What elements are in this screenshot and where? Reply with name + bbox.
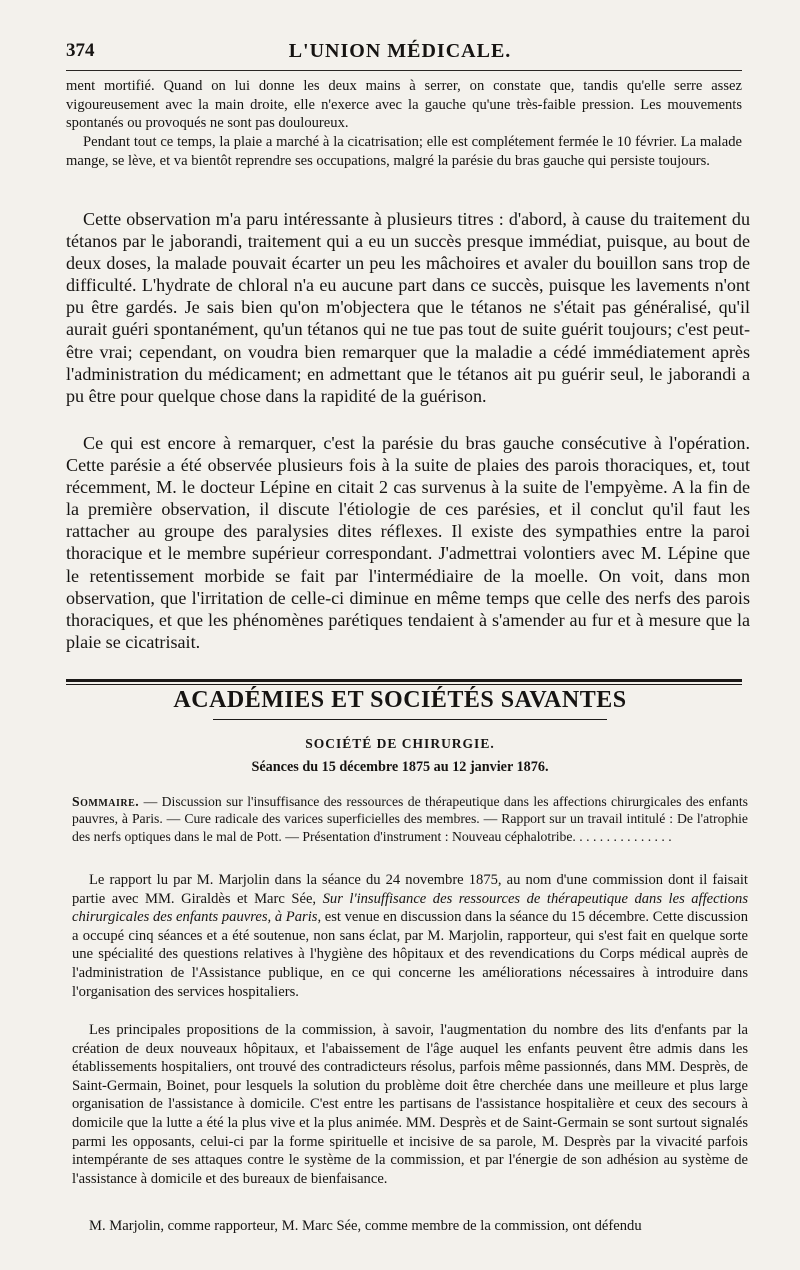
case-paragraph-1: ment mortifié. Quand on lui donne les deux mains à serrer, on constate que, tandis qu'elle serre assez vigoureusement avec la main droite, elle n'exerce avec la gauche qu'une très-faible pression. Les mouvements spontanés ou provoqués ne sont pas douloureux.: [66, 78, 742, 132]
header-rule: [66, 70, 742, 71]
journal-title: L'UNION MÉDICALE.: [288, 40, 512, 62]
body-paragraph-1-end: , est venue en discussion dans la séance du 15 décembre. Cette discussion a occupé cinq séances et a été soutenue, non sans éclat, par M. Marjolin, rapporteur, qui s'est fait en quelque sorte une spécialité des questions relatives à l'hygiène des hôpitaux et des revendications du Corps médical auprès de l'administration de l'Assistance publique, en ce qui concerne les améliorations nécessaires à introduire dans l'organisation des services hospitaliers.: [72, 909, 748, 1000]
section-double-rule-bottom: [66, 684, 742, 685]
report-title: Sur l'insuffisance des ressources de thérapeutique dans les affections chirurgicales des enfants pauvres, à Paris: [72, 890, 748, 926]
summary-block: [72, 793, 748, 845]
section-title-rule: [213, 719, 607, 720]
body-paragraph-2: Les principales propositions de la commission, à savoir, l'augmentation du nombre des lits d'enfants par la création de deux nouveaux hôpitaux, et l'abaissement de l'âge auquel les enfants peuvent être admis dans les établissements hospitaliers, ont trouvé des contradicteurs résolus, parfois même passionnés, dans MM. Desprès, de Saint-Germain, Boinet, pour lesquels la solution du problème doit être cherchée dans une meilleure et plus large organisation de l'assistance à domicile. C'est entre les partisans de l'assistance hospitalière et ceux des secours à domicile que la lutte a été la plus vive et la plus animée. MM. Desprès et de Saint-Germain se sont surtout signalés parmi les opposants, celui-ci par la forme spirituelle et incisive de sa parole, M. Desprès par la vivacité parfois intempérante de ses attaques contre le système de la commission, et par l'énergie de son adhésion au système de l'assistance à domicile et des bureaux de bienfaisance.: [72, 1022, 748, 1187]
society-heading: SOCIÉTÉ DE CHIRURGIE.: [305, 736, 495, 751]
section-title: ACADÉMIES ET SOCIÉTÉS SAVANTES: [173, 687, 627, 713]
body-paragraph-1: [72, 871, 748, 1001]
body-paragraph-1-start: Le rapport lu par M. Marjolin dans la séance du 24 novembre 1875, au nom d'une commission dont il faisait partie avec MM. Giraldès et Marc Sée,: [72, 872, 748, 907]
section-double-rule-top: [66, 679, 742, 682]
case-paragraph-2: Pendant tout ce temps, la plaie a marché à la cicatrisation; elle est complétement fermée le 10 février. La malade mange, se lève, et va bientôt reprendre ses occupations, malgré la parésie du bras gauche qui persiste toujours.: [66, 134, 742, 169]
summary-text: — Discussion sur l'insuffisance des ressources de thérapeutique dans les affections chirurgicales des enfants pauvres, à Paris. — Cure radicale des varices superficielles des membres. — Rapport sur un travail intitulé : De l'atrophie des nerfs optiques dans le mal de Pott. — Présentation d'instrument : Nouveau céphalotribe. . . . . . . . . . . . . . .: [72, 794, 748, 844]
commentary-paragraph-1: Cette observation m'a paru intéressante à plusieurs titres : d'abord, à cause du traitement du tétanos par le jaborandi, traitement qui a eu un succès presque immédiat, puisque, au bout de deux doses, la malade pouvait écarter un peu les mâchoires et avaler du bouillon sans trop de difficulté. L'hydrate de chloral n'a eu aucune part dans ce succès, puisque les lavements n'ont pu être gardés. Je sais bien qu'on m'objectera que le tétanos ne s'était pas généralisé, qu'il aurait guéri spontanément, qu'un tétanos qui ne tue pas tout de suite guérit toujours; c'est peut-être vrai; cependant, on voudra bien remarquer que la maladie a cédé immédiatement après l'administration du médicament; en admettant que le tétanos ait pu guérir seul, le jaborandi a pu être pour quelque chose dans la rapidité de la guérison.: [66, 209, 750, 406]
summary-label: Sommaire.: [72, 794, 140, 809]
running-header: [0, 40, 800, 70]
sessions-dates: Séances du 15 décembre 1875 au 12 janvier 1876.: [251, 759, 549, 775]
commentary-paragraph-2: Ce qui est encore à remarquer, c'est la parésie du bras gauche consécutive à l'opération. Cette parésie a été observée plusieurs fois à la suite de plaies des parois thoraciques, et, tout récemment, M. le docteur Lépine en citait 2 cas survenus à la suite de l'empyème. A la fin de la première observation, il discute l'étiologie de ces parésies, et il conclut qu'il faut les rattacher au groupe des paralysies dites réflexes. Il existe des sympathies entre la paroi thoracique et le membre supérieur correspondant. J'admettrai volontiers avec M. Lépine que le retentissement morbide se fait par l'intermédiaire de la moelle. On voit, dans mon observation, que l'irritation de celle-ci diminue en même temps que celle des nerfs des parois thoraciques, et que les phénomènes parétiques tendaient à s'amender au fur et à mesure que la plaie se cicatrisait.: [66, 433, 750, 652]
page-number: 374: [66, 40, 95, 61]
body-paragraph-3: M. Marjolin, comme rapporteur, M. Marc Sée, comme membre de la commission, ont défendu: [89, 1218, 642, 1234]
